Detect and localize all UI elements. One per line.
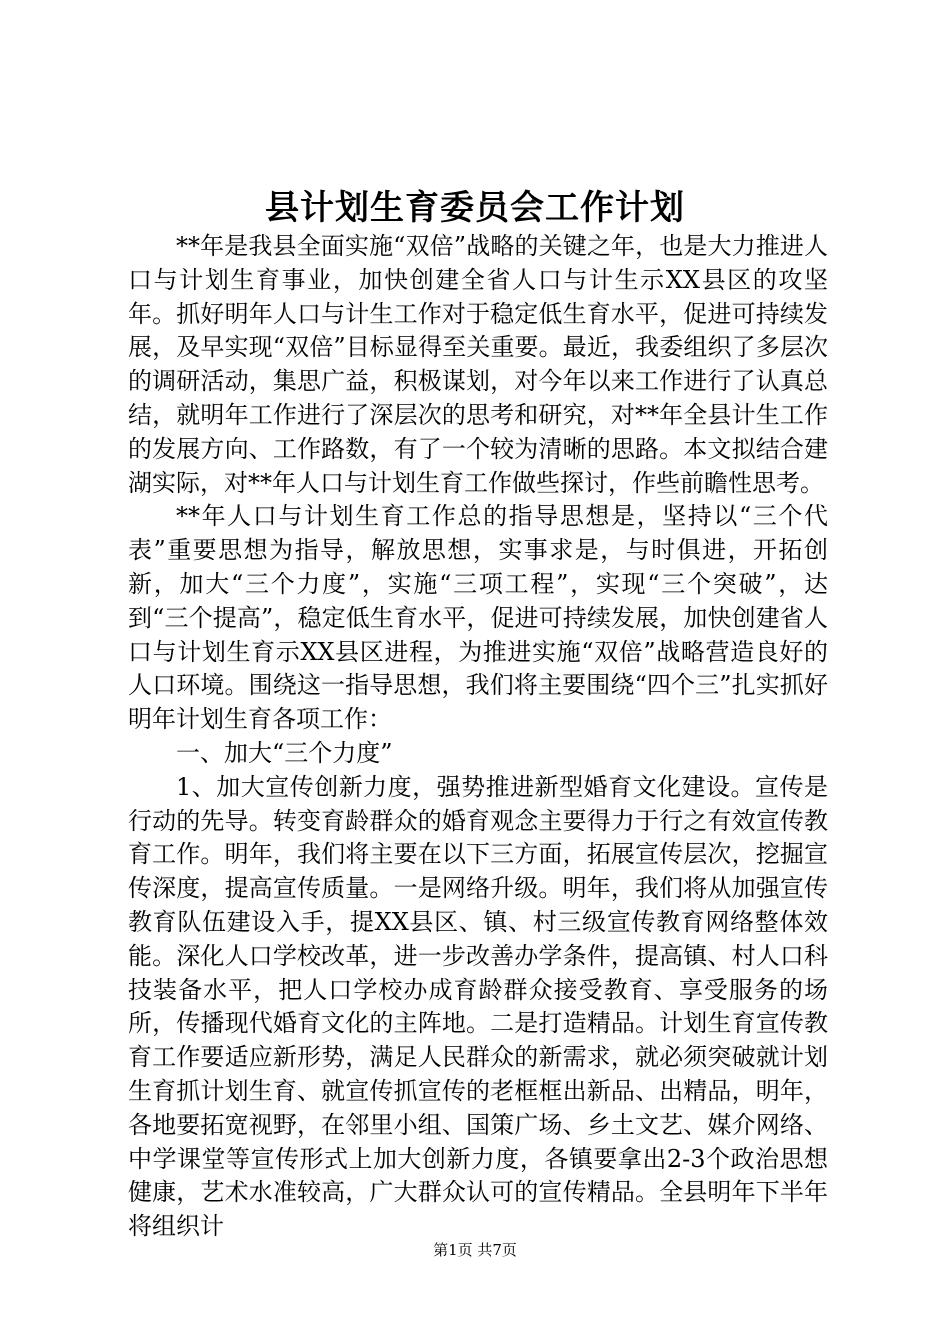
page-footer: 第1页 共7页 bbox=[433, 1241, 517, 1259]
paragraph-intro: **年是我县全面实施“双倍”战略的关键之年，也是大力推进人口与计划生育事业，加快创建全省人口与计生示XX县区的攻坚年。抓好明年人口与计生工作对于稳定低生育水平，促进可持续发展，及早实现“双倍”目标显得至关重要。最近，我委组织了多层次的调研活动，集思广益，积极谋划，对今年以来工作进行了认真总结，就明年工作进行了深层次的思考和研究，对**年全县计生工作的发展方向、工作路数，有了一个较为清晰的思路。本文拟结合建湖实际，对**年人口与计划生育工作做些探讨，作些前瞻性思考。 bbox=[128, 232, 828, 497]
section-heading-1: 一、加大“三个力度” bbox=[176, 738, 393, 767]
document-body bbox=[128, 230, 828, 1244]
paragraph-guiding-ideology: **年人口与计划生育工作总的指导思想是，坚持以“三个代表”重要思想为指导，解放思想，实事求是，与时俱进，开拓创新，加大“三个力度”，实施“三项工程”，实现“三个突破”，达到“三个提高”，稳定低生育水平，促进可持续发展，加快创建省人口与计划生育示XX县区进程，为推进实施“双倍”战略营造良好的人口环境。围绕这一指导思想，我们将主要围绕“四个三”扎实抓好明年计划生育各项工作： bbox=[128, 502, 828, 734]
paragraph-propaganda: 1、加大宣传创新力度，强势推进新型婚育文化建设。宣传是行动的先导。转变育龄群众的婚育观念主要得力于行之有效宣传教育工作。明年，我们将主要在以下三方面，拓展宣传层次，挖掘宣传深度，提高宣传质量。一是网络升级。明年，我们将从加强宣传教育队伍建设入手，提XX县区、镇、村三级宣传教育网络整体效能。深化人口学校改革，进一步改善办学条件，提高镇、村人口科技装备水平，把人口学校办成育龄群众接受教育、享受服务的场所，传播现代婚育文化的主阵地。二是打造精品。计划生育宣传教育工作要适应新形势，满足人民群众的新需求，就必须突破就计划生育抓计划生育、就宣传抓宣传的老框框出新品、出精品，明年，各地要拓宽视野，在邻里小组、国策广场、乡土文艺、媒介网络、中学课堂等宣传形式上加大创新力度，各镇要拿出2-3个政治思想健康，艺术水准较高，广大群众认可的宣传精品。全县明年下半年将组织计 bbox=[128, 772, 828, 1241]
document-title: 县计划生育委员会工作计划 bbox=[265, 188, 685, 228]
